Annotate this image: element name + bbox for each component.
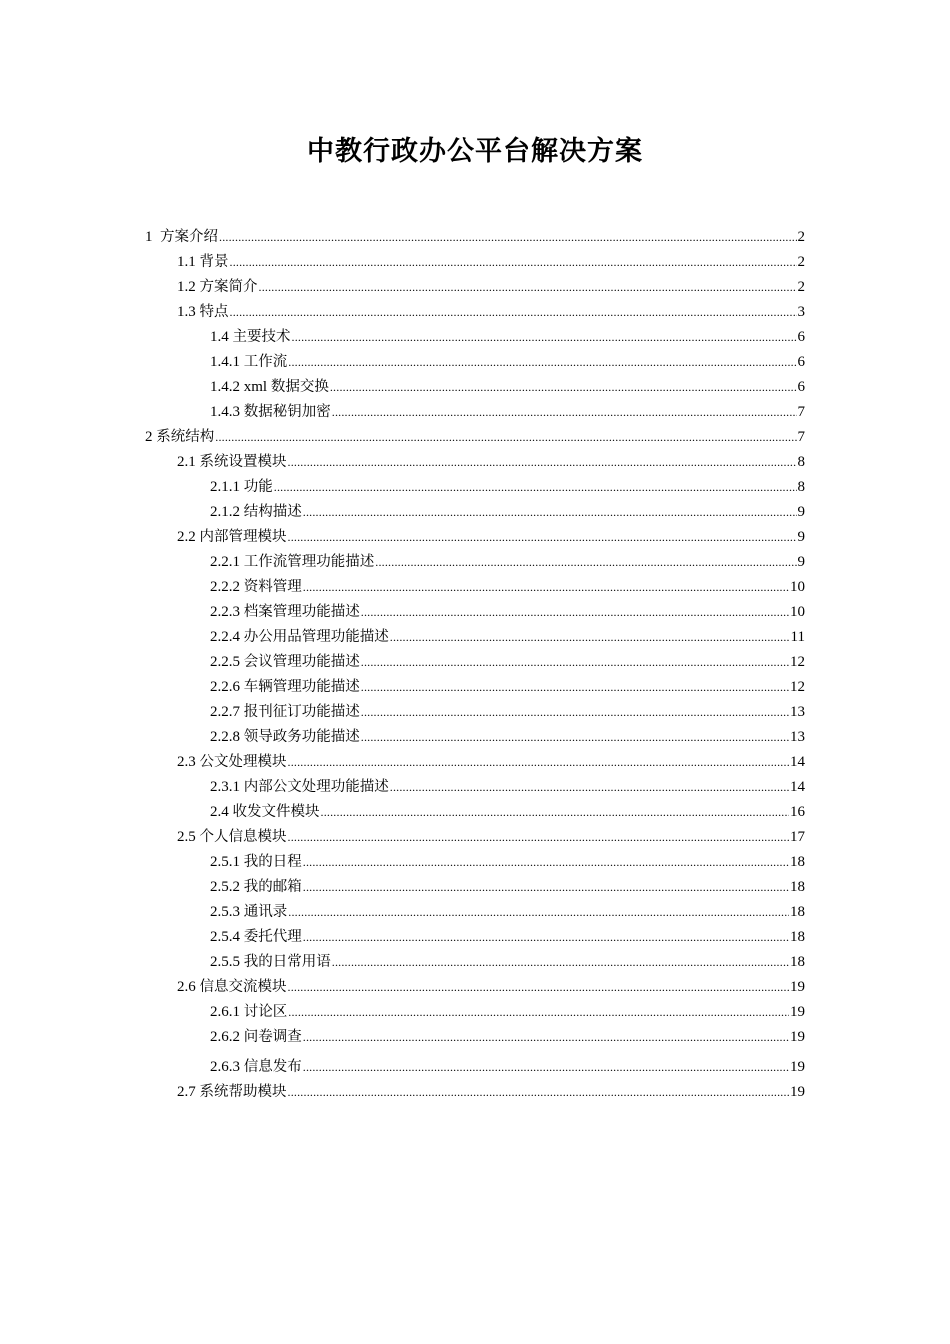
- toc-entry[interactable]: [210, 1001, 805, 1023]
- toc-entry-page-number: 19: [790, 1004, 805, 1020]
- toc-entry[interactable]: [210, 576, 805, 598]
- toc-entry-page-number: 6: [797, 354, 805, 370]
- toc-entry-number: 1.3: [177, 304, 200, 320]
- toc-entry-label: 领导政务功能描述: [243, 729, 360, 745]
- toc-entry[interactable]: [177, 751, 805, 773]
- toc-entry-label: 背景: [199, 254, 229, 270]
- toc-dot-leader: [288, 976, 790, 998]
- toc-entry[interactable]: [210, 326, 805, 348]
- toc-entry-number: 2: [145, 429, 157, 445]
- toc-entry-page-number: 18: [790, 904, 805, 920]
- toc-entry-label: 报刊征订功能描述: [243, 704, 360, 720]
- toc-entry[interactable]: [210, 551, 805, 573]
- toc-dot-leader: [390, 776, 789, 798]
- toc-entry[interactable]: [210, 651, 805, 673]
- toc-entry-number: 2.4: [210, 804, 233, 820]
- toc-dot-leader: [292, 326, 797, 348]
- toc-entry-label: 讨论区: [243, 1004, 288, 1020]
- toc-entry[interactable]: [210, 676, 805, 698]
- toc-dot-leader: [219, 226, 797, 248]
- toc-entry-label: 系统结构: [156, 429, 215, 445]
- toc-entry-page-number: 9: [797, 554, 805, 570]
- toc-entry-label: 公文处理模块: [199, 754, 287, 770]
- toc-entry[interactable]: [210, 1026, 805, 1048]
- toc-entry-number: 2.5.1: [210, 854, 244, 870]
- toc-entry[interactable]: [210, 851, 805, 873]
- toc-dot-leader: [259, 276, 797, 298]
- toc-entry-page-number: 10: [790, 579, 805, 595]
- toc-entry-page-number: 17: [790, 829, 805, 845]
- toc-entry-page-number: 12: [790, 654, 805, 670]
- toc-entry-number: 2.2.6: [210, 679, 244, 695]
- toc-dot-leader: [303, 851, 789, 873]
- toc-entry[interactable]: [177, 251, 805, 273]
- toc-dot-leader: [303, 576, 789, 598]
- toc-entry-label: 资料管理: [243, 579, 302, 595]
- toc-entry[interactable]: [210, 401, 805, 423]
- toc-entry-label: 会议管理功能描述: [243, 654, 360, 670]
- toc-entry-label: 我的日程: [243, 854, 302, 870]
- toc-dot-leader: [332, 401, 797, 423]
- toc-entry-number: 2.2.7: [210, 704, 244, 720]
- toc-entry-number: 2.2.8: [210, 729, 244, 745]
- toc-entry-page-number: 18: [790, 954, 805, 970]
- toc-entry-page-number: 10: [790, 604, 805, 620]
- toc-dot-leader: [274, 476, 797, 498]
- toc-dot-leader: [361, 676, 789, 698]
- toc-entry-number: 2.5.4: [210, 929, 244, 945]
- toc-entry-label: 个人信息模块: [199, 829, 287, 845]
- toc-entry-page-number: 19: [790, 979, 805, 995]
- toc-entry-number: 1.1: [177, 254, 200, 270]
- toc-entry[interactable]: [210, 801, 805, 823]
- toc-entry-page-number: 12: [790, 679, 805, 695]
- toc-dot-leader: [303, 1056, 789, 1078]
- toc-entry[interactable]: [177, 451, 805, 473]
- toc-entry-number: 1.4: [210, 329, 233, 345]
- toc-entry-page-number: 2: [797, 229, 805, 245]
- toc-entry-label: 系统设置模块: [199, 454, 287, 470]
- toc-entry[interactable]: [177, 1081, 805, 1103]
- toc-entry[interactable]: [210, 1056, 805, 1078]
- toc-entry-number: 2.6.1: [210, 1004, 244, 1020]
- toc-entry-page-number: 8: [797, 454, 805, 470]
- toc-entry-label: 特点: [199, 304, 229, 320]
- toc-dot-leader: [230, 301, 797, 323]
- toc-entry-number: 2.3.1: [210, 779, 244, 795]
- toc-entry-label: 内部管理模块: [199, 529, 287, 545]
- toc-entry-number: 2.1.1: [210, 479, 244, 495]
- toc-entry-page-number: 13: [790, 704, 805, 720]
- toc-entry-label: 工作流管理功能描述: [243, 554, 375, 570]
- toc-entry-page-number: 2: [797, 279, 805, 295]
- toc-entry-page-number: 16: [790, 804, 805, 820]
- toc-entry-number: 1.4.2 xml: [210, 379, 271, 395]
- toc-entry-label: 主要技术: [232, 329, 291, 345]
- toc-entry-page-number: 14: [790, 754, 805, 770]
- toc-dot-leader: [303, 501, 797, 523]
- toc-entry[interactable]: [210, 376, 805, 398]
- toc-dot-leader: [330, 376, 797, 398]
- toc-entry[interactable]: [210, 776, 805, 798]
- toc-entry-page-number: 8: [797, 479, 805, 495]
- toc-dot-leader: [303, 876, 789, 898]
- toc-entry-number: 2.5: [177, 829, 200, 845]
- toc-dot-leader: [303, 1026, 789, 1048]
- toc-entry-number: 2.2: [177, 529, 200, 545]
- toc-entry-page-number: 18: [790, 854, 805, 870]
- toc-entry-number: 2.6.3: [210, 1059, 244, 1075]
- toc-entry-label: 委托代理: [243, 929, 302, 945]
- toc-entry[interactable]: [210, 901, 805, 923]
- toc-dot-leader: [288, 826, 790, 848]
- toc-entry-label: 问卷调查: [243, 1029, 302, 1045]
- toc-entry-page-number: 14: [790, 779, 805, 795]
- toc-entry-number: 2.1: [177, 454, 200, 470]
- toc-entry-number: 2.5.3: [210, 904, 244, 920]
- toc-entry-page-number: 18: [790, 879, 805, 895]
- toc-entry[interactable]: [210, 951, 805, 973]
- toc-dot-leader: [390, 626, 790, 648]
- toc-entry-label: 内部公文处理功能描述: [243, 779, 389, 795]
- toc-dot-leader: [303, 926, 789, 948]
- toc-entry-number: 2.2.3: [210, 604, 244, 620]
- toc-entry-label: 我的邮箱: [243, 879, 302, 895]
- toc-entry-page-number: 6: [797, 379, 805, 395]
- toc-entry[interactable]: [177, 526, 805, 548]
- toc-entry-page-number: 19: [790, 1084, 805, 1100]
- toc-entry-label: 功能: [243, 479, 273, 495]
- toc-entry-number: 1: [145, 229, 160, 245]
- document-title: 中教行政办公平台解决方案: [307, 136, 643, 167]
- toc-entry-number: 2.7: [177, 1084, 200, 1100]
- toc-entry-page-number: 7: [797, 429, 805, 445]
- toc-entry-page-number: 9: [797, 529, 805, 545]
- toc-entry-number: 1.2: [177, 279, 200, 295]
- toc-entry-number: 2.2.2: [210, 579, 244, 595]
- toc-dot-leader: [288, 1001, 789, 1023]
- toc-dot-leader: [332, 951, 789, 973]
- toc-entry[interactable]: [177, 976, 805, 998]
- toc-entry-number: 2.6: [177, 979, 200, 995]
- toc-entry-number: 2.3: [177, 754, 200, 770]
- toc-entry-label: 我的日常用语: [243, 954, 331, 970]
- toc-dot-leader: [288, 351, 796, 373]
- toc-dot-leader: [215, 426, 796, 448]
- toc-entry-number: 2.5.2: [210, 879, 244, 895]
- toc-entry[interactable]: [177, 276, 805, 298]
- toc-entry-label: 数据交换: [270, 379, 329, 395]
- toc-entry-number: 2.2.1: [210, 554, 244, 570]
- toc-entry-label: 方案简介: [199, 279, 258, 295]
- toc-dot-leader: [288, 901, 789, 923]
- toc-entry-page-number: 18: [790, 929, 805, 945]
- toc-entry[interactable]: [145, 426, 805, 448]
- toc-entry-label: 工作流: [243, 354, 288, 370]
- toc-entry[interactable]: [210, 351, 805, 373]
- toc-entry-number: 2.6.2: [210, 1029, 244, 1045]
- toc-dot-leader: [288, 751, 790, 773]
- toc-dot-leader: [321, 801, 790, 823]
- toc-entry-label: 车辆管理功能描述: [243, 679, 360, 695]
- toc-entry-page-number: 9: [797, 504, 805, 520]
- toc-entry[interactable]: [177, 826, 805, 848]
- toc-dot-leader: [288, 526, 797, 548]
- toc-entry[interactable]: [177, 301, 805, 323]
- toc-entry-label: 信息交流模块: [199, 979, 287, 995]
- toc-entry-label: 信息发布: [243, 1059, 302, 1075]
- toc-entry-label: 数据秘钥加密: [243, 404, 331, 420]
- toc-entry[interactable]: [210, 701, 805, 723]
- toc-entry-label: 系统帮助模块: [199, 1084, 287, 1100]
- toc-entry-page-number: 7: [797, 404, 805, 420]
- toc-entry-label: 结构描述: [243, 504, 302, 520]
- toc-entry-number: 2.2.5: [210, 654, 244, 670]
- toc-entry-page-number: 3: [797, 304, 805, 320]
- toc-entry[interactable]: [210, 501, 805, 523]
- toc-entry[interactable]: [210, 926, 805, 948]
- toc-entry-number: 2.5.5: [210, 954, 244, 970]
- toc-entry-page-number: 13: [790, 729, 805, 745]
- toc-entry[interactable]: [210, 876, 805, 898]
- toc-entry-label: 方案介绍: [160, 229, 218, 245]
- toc-dot-leader: [230, 251, 797, 273]
- toc-dot-leader: [288, 1081, 790, 1103]
- toc-entry-label: 通讯录: [243, 904, 288, 920]
- toc-dot-leader: [288, 451, 797, 473]
- toc-entry-number: 2.2.4: [210, 629, 244, 645]
- toc-dot-leader: [375, 551, 796, 573]
- toc-dot-leader: [361, 726, 789, 748]
- toc-dot-leader: [361, 601, 789, 623]
- toc-entry[interactable]: [210, 476, 805, 498]
- toc-entry[interactable]: [210, 726, 805, 748]
- toc-entry-number: 2.1.2: [210, 504, 244, 520]
- toc-entry-label: 办公用品管理功能描述: [243, 629, 389, 645]
- toc-entry-page-number: 6: [797, 329, 805, 345]
- toc-entry-page-number: 19: [790, 1059, 805, 1075]
- toc-dot-leader: [361, 701, 789, 723]
- toc-entry-label: 收发文件模块: [232, 804, 320, 820]
- toc-entry[interactable]: [145, 226, 805, 248]
- toc-entry-page-number: 11: [790, 629, 805, 645]
- toc-entry-page-number: 2: [797, 254, 805, 270]
- toc-entry[interactable]: [210, 601, 805, 623]
- toc-entry-page-number: 19: [790, 1029, 805, 1045]
- toc-entry[interactable]: [210, 626, 805, 648]
- toc-entry-number: 1.4.1: [210, 354, 244, 370]
- toc-entry-number: 1.4.3: [210, 404, 244, 420]
- toc-entry-label: 档案管理功能描述: [243, 604, 360, 620]
- toc-dot-leader: [361, 651, 789, 673]
